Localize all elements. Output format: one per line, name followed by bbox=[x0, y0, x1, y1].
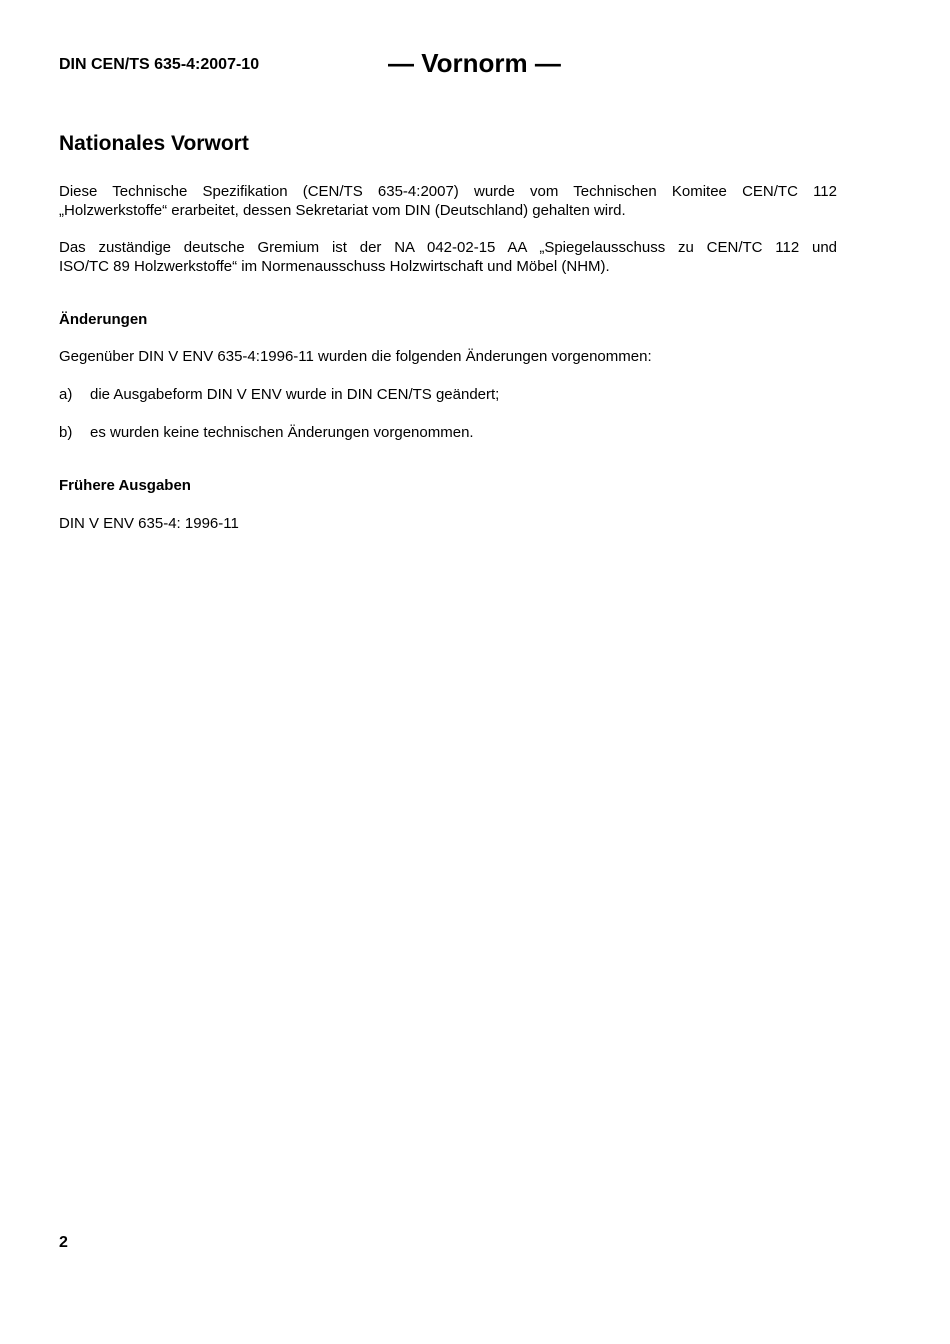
preface-paragraph-1-line-1: Diese Technische Spezifikation (CEN/TS 635-4:2007) wurde vom Technischen Komitee CEN/TC 112 bbox=[59, 183, 837, 200]
list-item bbox=[59, 385, 499, 404]
preface-paragraph-2 bbox=[59, 238, 837, 276]
preface-paragraph-1 bbox=[59, 182, 837, 220]
list-item bbox=[59, 423, 474, 442]
preface-paragraph-1-line-2: „Holzwerkstoffe“ erarbeitet, dessen Sekretariat vom DIN (Deutschland) gehalten wird. bbox=[59, 202, 626, 219]
list-item-text: die Ausgabeform DIN V ENV wurde in DIN CEN/TS geändert; bbox=[90, 386, 500, 403]
changes-heading: Änderungen bbox=[59, 311, 148, 328]
list-item-text: es wurden keine technischen Änderungen vorgenommen. bbox=[90, 424, 474, 441]
list-marker: b) bbox=[59, 424, 73, 441]
previous-editions-heading: Frühere Ausgaben bbox=[59, 477, 191, 494]
previous-editions-text: DIN V ENV 635-4: 1996-11 bbox=[59, 515, 239, 532]
document-id: DIN CEN/TS 635-4:2007-10 bbox=[59, 56, 260, 73]
list-marker: a) bbox=[59, 386, 73, 403]
document-status: — Vornorm — bbox=[388, 48, 561, 78]
page-number: 2 bbox=[59, 1234, 68, 1251]
page-title: Nationales Vorwort bbox=[59, 132, 249, 155]
preface-paragraph-2-line-2: ISO/TC 89 Holzwerkstoffe“ im Normenausschuss Holzwirtschaft und Möbel (NHM). bbox=[59, 258, 610, 275]
preface-paragraph-2-line-1: Das zuständige deutsche Gremium ist der NA 042-02-15 AA „Spiegelausschuss zu CEN/TC 112 und bbox=[59, 239, 837, 256]
changes-intro: Gegenüber DIN V ENV 635-4:1996-11 wurden die folgenden Änderungen vorgenommen: bbox=[59, 348, 652, 365]
